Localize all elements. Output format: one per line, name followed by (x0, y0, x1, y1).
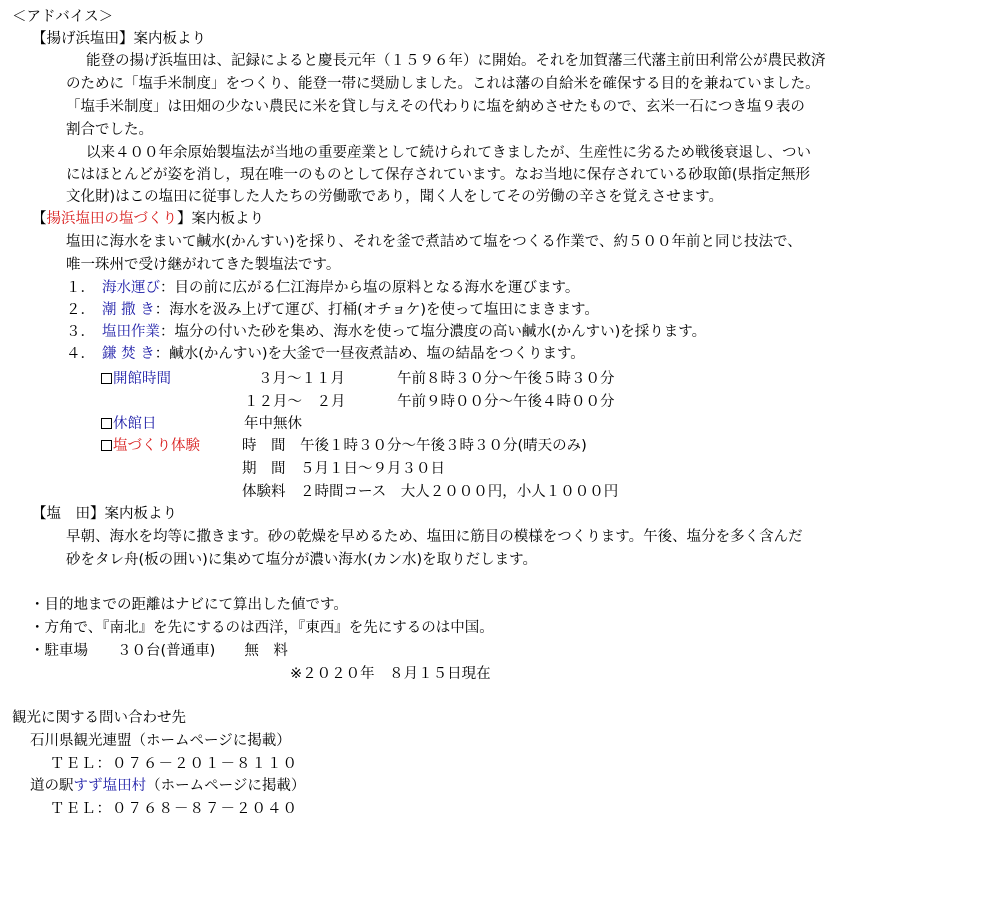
checkbox-square-icon (101, 440, 112, 451)
experience-period: 期 間 ５月１日～９月３０日 (242, 461, 445, 477)
note-line: ・駐車場 ３０台(普通車) 無 料 (30, 643, 288, 659)
checkbox-square-icon (101, 418, 112, 429)
michinoeki-name: すず塩田村 (73, 778, 147, 794)
paragraph-line: 文化財)はこの塩田に従事した人たちの労働歌であり，聞く人をしてその労働の辛さを覚えさせます。 (66, 189, 723, 205)
paragraph-line: 早朝、海水を均等に撒きます。砂の乾燥を早めるため、塩田に筋目の模様をつくります。午後、塩分を多く含んだ (66, 529, 803, 545)
step-name: 鎌 焚 き (102, 346, 155, 362)
experience-time: 時 間 午後１時３０分～午後３時３０分(晴天のみ) (242, 438, 587, 454)
paragraph-line: 塩田に海水をまいて鹹水(かんすい)を採り、それを釜で煮詰めて塩をつくる作業で、約５００年前と同じ技法で、 (66, 234, 802, 250)
contact-heading: 観光に関する問い合わせ先 (12, 710, 186, 726)
step-item: ４． 鎌 焚 き：鹹水(かんすい)を大釜で一昼夜煮詰め、塩の結晶をつくります。 (66, 346, 585, 362)
contact-org-2: 道の駅すず塩田村（ホームページに掲載） (30, 778, 306, 794)
open-period-1: ３月～１１月 (258, 371, 345, 387)
checkbox-square-icon (101, 373, 112, 384)
open-hours-label: 開館時間 (101, 368, 171, 390)
contact-tel-1: ＴＥＬ：０７６－２０１－８１１０ (50, 756, 298, 772)
paragraph-line: 以来４００年余原始製塩法が当地の重要産業として続けられてきましたが、生産性に劣るため戦後衰退し、つい (86, 145, 811, 161)
paragraph-line: にはほとんどが姿を消し，現在唯一のものとして保存されています。なお当地に保存されている砂取節(県指定無形 (66, 167, 810, 183)
step-item: ３． 塩田作業：塩分の付いた砂を集め、海水を使って塩分濃度の高い鹹水(かんすい)を採ります。 (66, 324, 707, 340)
date-note: ※２０２０年 ８月１５日現在 (290, 666, 491, 682)
closed-day-label: 休館日 (101, 413, 157, 435)
step-name: 海水運び (102, 280, 160, 296)
paragraph-line: 割合でした。 (66, 122, 153, 138)
paragraph-line: 砂をタレ舟(板の囲い)に集めて塩分が濃い海水(カン水)を取りだします。 (66, 552, 537, 568)
open-period-2: １２月～ ２月 (244, 394, 346, 410)
experience-fee: 体験料 ２時間コース 大人２０００円，小人１０００円 (242, 484, 619, 500)
experience-label: 塩づくり体験 (101, 435, 200, 457)
note-line: ・目的地までの距離はナビにて算出した値です。 (30, 597, 348, 613)
open-hours-1: 午前８時３０分～午後５時３０分 (397, 371, 615, 387)
paragraph-line: 唯一珠州で受け継がれてきた製塩法です。 (66, 257, 341, 273)
closed-day-value: 年中無休 (244, 416, 302, 432)
step-item: １． 海水運び：目の前に広がる仁江海岸から塩の原料となる海水を運びます。 (66, 280, 580, 296)
paragraph-line: 「塩手米制度」は田畑の少ない農民に米を貸し与えその代わりに塩を納めさせたもので、玄米一石につき塩９表の (66, 99, 805, 115)
contact-org-1: 石川県観光連盟（ホームページに掲載） (30, 733, 291, 749)
section-enden-title: 【塩 田】案内板より (32, 506, 177, 522)
section-shiozukuri-title: 【揚浜塩田の塩づくり】案内板より (32, 211, 264, 227)
section-agehama-title: 【揚げ浜塩田】案内板より (32, 31, 206, 47)
step-name: 塩田作業 (102, 324, 160, 340)
advice-heading: ＜アドバイス＞ (12, 9, 114, 25)
contact-tel-2: ＴＥＬ：０７６８－８７－２０４０ (50, 801, 298, 817)
step-item: ２． 潮 撒 き：海水を汲み上げて運び、打桶(オチョケ)を使って塩田にまきます。 (66, 302, 599, 318)
open-hours-2: 午前９時００分～午後４時００分 (397, 394, 615, 410)
note-line: ・方角で、『南北』を先にするのは西洋，『東西』を先にするのは中国。 (30, 620, 494, 636)
paragraph-line: のために「塩手米制度」をつくり、能登一帯に奨励しました。これは藩の自給米を確保する目的を兼ねていました。 (66, 76, 820, 92)
paragraph-line: 能登の揚げ浜塩田は、記録によると慶長元年（１５９６年）に開始。それを加賀藩三代藩主前田利常公が農民救済 (86, 53, 826, 69)
step-name: 潮 撒 き (102, 302, 155, 318)
section-shiozukuri-red-title: 揚浜塩田の塩づくり (46, 211, 177, 227)
